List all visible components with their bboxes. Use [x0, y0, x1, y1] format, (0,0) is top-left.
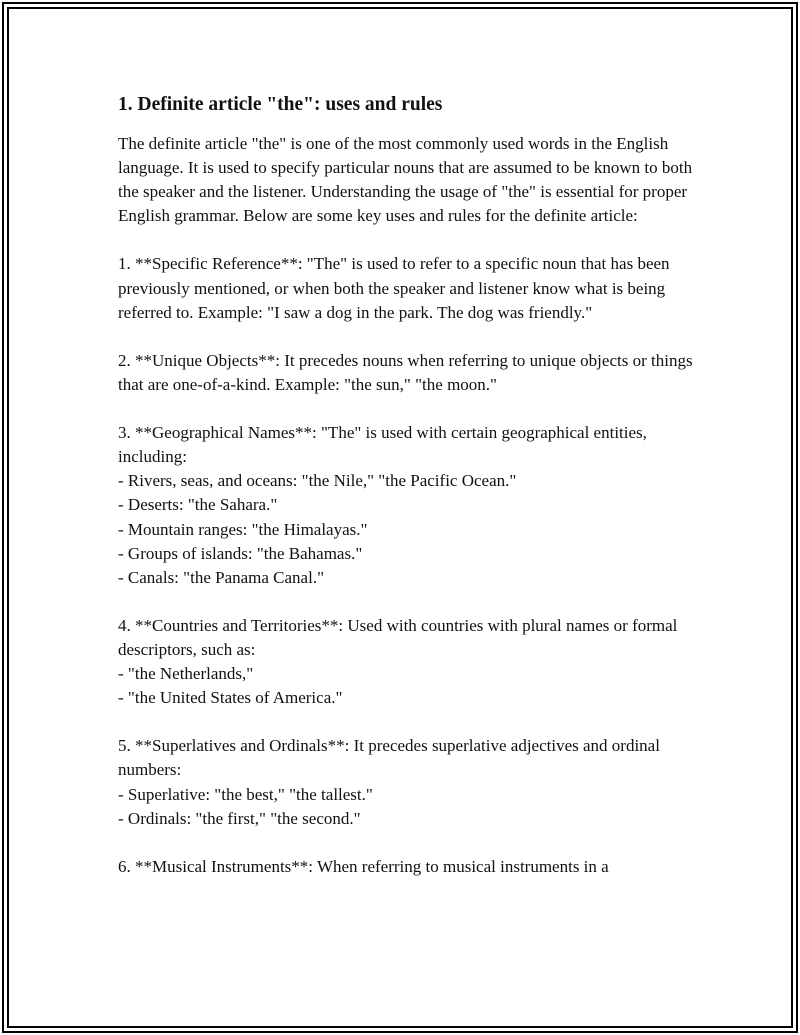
- page-title: 1. Definite article "the": uses and rules: [118, 94, 443, 115]
- body-text: The definite article "the" is one of the most commonly used words in the English language. It is used to specify particular nouns that are assumed to be known to both the speaker and the listener. Understanding the usage of "the" is essential for proper English grammar. Below are some key uses and rules for the definite article: 1. **Specific Reference**: "The" is used to refer to a specific noun that has been previously mentioned, or when both the speaker and listener know what is being referred to. Example: "I saw a dog in the park. The dog was friendly." 2. **Unique Objects**: It precedes nouns when referring to unique objects or things that are one-of-a-kind. Example: "the sun," "the moon." 3. **Geographical Names**: "The" is used with certain geographical entities, including: - Rivers, seas, and oceans: "the Nile," "the Pacific Ocean." - Deserts: "the Sahara." - Mountain ranges: "the Himalayas." - Groups of islands: "the Bahamas." - Canals: "the Panama Canal." 4. **Countries and Territories**: Used with countries with plural names or formal descriptors, such as: - "the Netherlands," - "the United States of America." 5. **Superlatives and Ordinals**: It precedes superlative adjectives and ordinal numbers: - Superlative: "the best," "the tallest." - Ordinals: "the first," "the second." 6. **Musical Instruments**: When referring to musical instruments in a: [118, 134, 693, 876]
- document-page: [118, 90, 693, 879]
